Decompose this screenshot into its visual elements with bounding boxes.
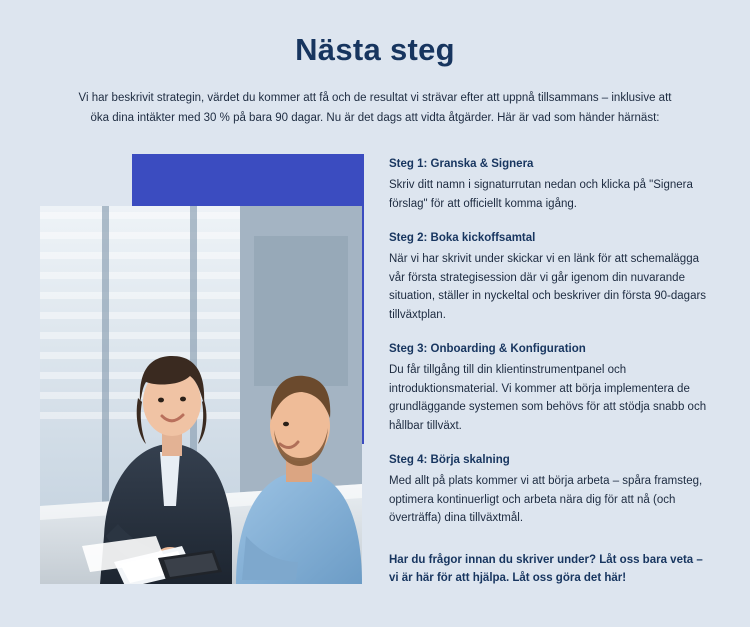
- list-item: [389, 452, 708, 528]
- step-title: Steg 2: Boka kickoffsamtal: [389, 232, 536, 244]
- step-body: Med allt på plats kommer vi att börja arbeta – spåra framsteg, optimera kontinuerligt och arbeta nära dig för att nå (och överträffa) dina tillväxtmål.: [389, 475, 703, 524]
- step-body: Skriv ditt namn i signaturrutan nedan och klicka på "Signera förslag" för att officiellt komma igång.: [389, 179, 693, 210]
- steps-list: [370, 154, 708, 588]
- step-body: Du får tillgång till din klientinstrumentpanel och introduktionsmaterial. Vi kommer att börja implementera de grundläggande systemen som behövs för att stödja snabb och hållbar tillväxt.: [389, 364, 707, 432]
- intro-paragraph: Vi har beskrivit strategin, värdet du kommer att få och de resultat vi strävar efter att uppnå tillsammans – inklusive att öka dina intäkter med 30 % på bara 90 dagar. Nu är det dags att vidta åtgärder. Här är vad som händer härnäst:: [78, 92, 672, 124]
- content-area: [0, 154, 750, 588]
- list-item: [389, 230, 708, 324]
- page-title: Nästa steg: [295, 32, 455, 67]
- list-item: [389, 156, 708, 213]
- step-title: Steg 4: Börja skalning: [389, 454, 510, 466]
- step-body: När vi har skrivit under skickar vi en länk för att schemalägga vår första strategisession där vi går igenom din nuvarande situation, ställer in nyckeltal och beskriver din första 90-dagars tillväxtplan.: [389, 253, 707, 321]
- media-block: [40, 154, 370, 584]
- closing-note: Har du frågor innan du skriver under? Låt oss bara veta – vi är här för att hjälpa. Låt oss göra det här!: [389, 553, 703, 584]
- two-colleagues-meeting-with-tablet-photo: [40, 206, 362, 584]
- step-title: Steg 1: Granska & Signera: [389, 158, 534, 170]
- step-title: Steg 3: Onboarding & Konfiguration: [389, 343, 586, 355]
- list-item: [389, 341, 708, 435]
